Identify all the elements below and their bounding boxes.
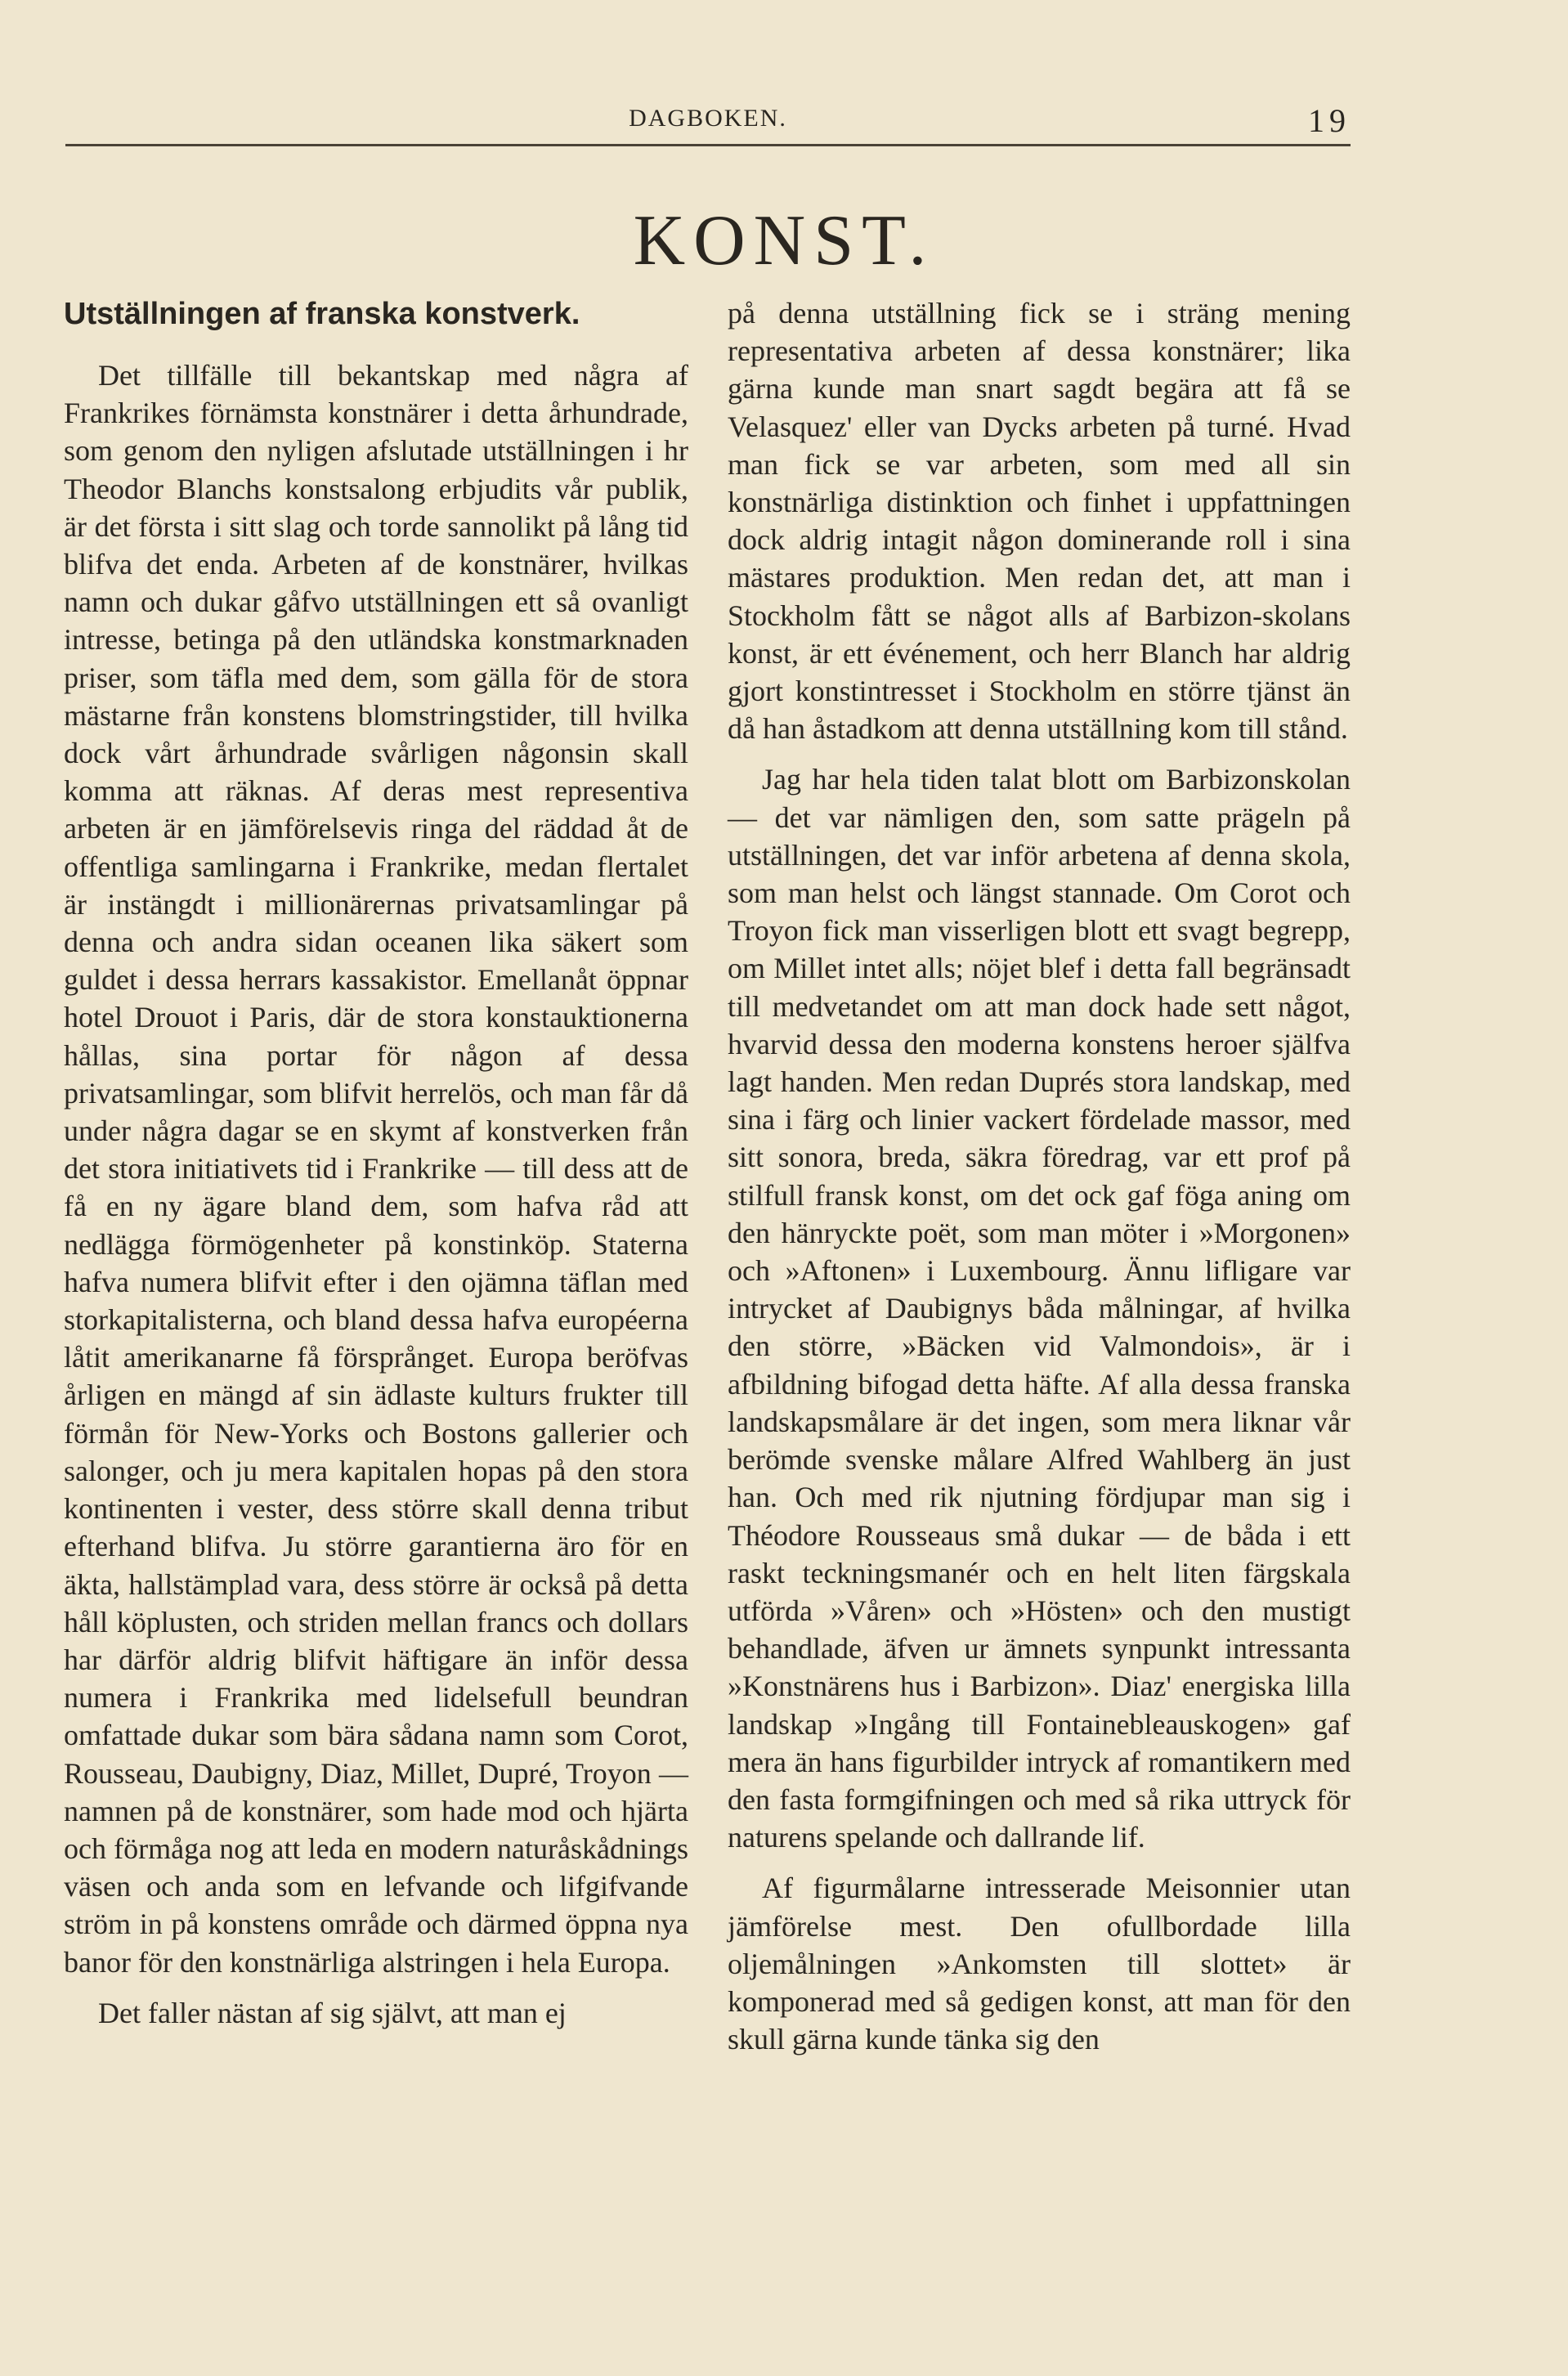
right-column [728, 294, 1351, 2058]
paragraph: Det tillfälle till bekantskap med några af Frankrikes förnämsta konstnärer i detta århundrade, som genom den nyligen afslutade utställningen i hr Theodor Blanchs konstsalong erbjudits vår publik, är det första i sitt slag och torde sannolikt på lång tid blifva det enda. Arbeten af de konstnärer, hvilkas namn och dukar gåfvo utställningen ett så ovanligt intresse, betinga på den utländska konstmarknaden priser, som täfla med dem, som gälla för de stora mästarne från konstens blomstringstider, till hvilka dock vårt århundrade svårligen någonsin skall komma att räknas. Af deras mest representiva arbeten är en jämförelsevis ringa del räddad åt de offentliga samlingarna i Frankrike, medan flertalet är instängdt i millionärernas privatsamlingar på denna och andra sidan oceanen lika säkert som guldet i dessa herrars kassakistor. Emellanåt öppnar hotel Drouot i Paris, där de stora konstauktionerna hållas, sina portar för någon af dessa privatsamlingar, som blifvit herrelös, och man får då under några dagar se en skymt af konstverken från det stora initiativets tid i Frankrike — till dess att de få en ny ägare bland dem, som hafva råd att nedlägga förmögenheter på konstinköp. Staterna hafva numera blifvit efter i den ojämna täflan med storkapitalisterna, och bland dessa hafva européerna låtit amerikanarne få försprånget. Europa beröfvas årligen en mängd af sin ädlaste kulturs frukter till förmån för New-Yorks och Bostons gallerier och salonger, och ju mera kapitalen hopas på den stora kontinenten i vester, dess större skall denna tribut efterhand blifva. Ju större garantierna äro för en äkta, hallstämplad vara, dess större är också på detta håll köplusten, och striden mellan francs och dollars har därför aldrig blifvit häftigare än inför dessa numera i Frankrika med lidelsefull beundran omfattade dukar som bära sådana namn som Corot, Rousseau, Daubigny, Diaz, Millet, Dupré, Troyon — namnen på de konstnärer, som hade mod och hjärta och förmåga nog att leda en modern naturåskådnings väsen och anda som en lefvande och lifgifvande ström in på konstens område och därmed öppna nya banor för den konstnärliga alstringen i hela Europa. [64, 359, 688, 1979]
header-rule [65, 144, 1351, 146]
paragraph: Jag har hela tiden talat blott om Barbizonskolan — det var nämligen den, som satte prägeln på utställningen, det var inför arbetena af denna skola, som man helst och längst stannade. Om Corot och Troyon fick man visserligen blott ett svagt begrepp, om Millet intet alls; nöjet blef i detta fall begränsadt till medvetandet om att man dock hade sett något, hvarvid dessa den moderna konstens heroer själfva lagt handen. Men redan Duprés stora landskap, med sina i färg och linier vackert fördelade massor, med sitt sonora, breda, säkra föredrag, var ett prof på stilfull fransk konst, om det ock gaf föga aning om den hänryckte poët, som man möter i »Morgonen» och »Aftonen» i Luxembourg. Ännu lifligare var intrycket af Daubignys båda målningar, af hvilka den större, »Bäcken vid Valmondois», är i afbildning bifogad detta häfte. Af alla dessa franska landskapsmålare är det ingen, som mera liknar vår berömde svenske målare Alfred Wahlberg än just han. Och med rik njutning fördjupar man sig i Théodore Rousseaus små dukar — de båda i ett raskt teckningsmanér och en helt liten färgskala utförda »Våren» och »Hösten» och den mustigt behandlade, äfven ur ämnets synpunkt intressanta »Konstnärens hus i Barbizon». Diaz' energiska lilla landskap »Ingång till Fontainebleauskogen» gaf mera än hans figurbilder intryck af romantikern med den fasta formgifningen och med så rika uttryck för naturens spelande och dallrande lif. [728, 763, 1351, 1854]
paragraph: Af figurmålarne intresserade Meisonnier utan jämförelse mest. Den ofullbordade lilla oljemålningen »Ankomsten till slottet» är komponerad med så gedigen konst, att man för den skull gärna kunde tänka sig den [728, 1872, 1351, 2056]
running-header [65, 98, 1351, 147]
page-number: 19 [1308, 102, 1351, 139]
paragraph: på denna utställning fick se i sträng mening representativa arbeten af dessa konstnärer; lika gärna kunde man snart sagdt begära att få se Velasquez' eller van Dycks arbeten på turné. Hvad man fick se var arbeten, som med all sin konstnärliga distinktion och finhet i uppfattningen dock aldrig intagit någon dominerande roll i sina mästares produktion. Men redan det, att man i Stockholm fått se något alls af Barbizon-skolans konst, är ett événement, och herr Blanch har aldrig gjort konstintresset i Stockholm en större tjänst än då han åstadkom att denna utställning kom till stånd. [728, 297, 1351, 746]
paragraph: Det faller nästan af sig självt, att man ej [98, 1996, 567, 2029]
left-column [64, 294, 688, 2032]
section-title: KONST. [633, 201, 935, 280]
running-title: DAGBOKEN. [629, 105, 787, 132]
article-subheading: Utställningen af franska konstverk. [64, 297, 580, 331]
